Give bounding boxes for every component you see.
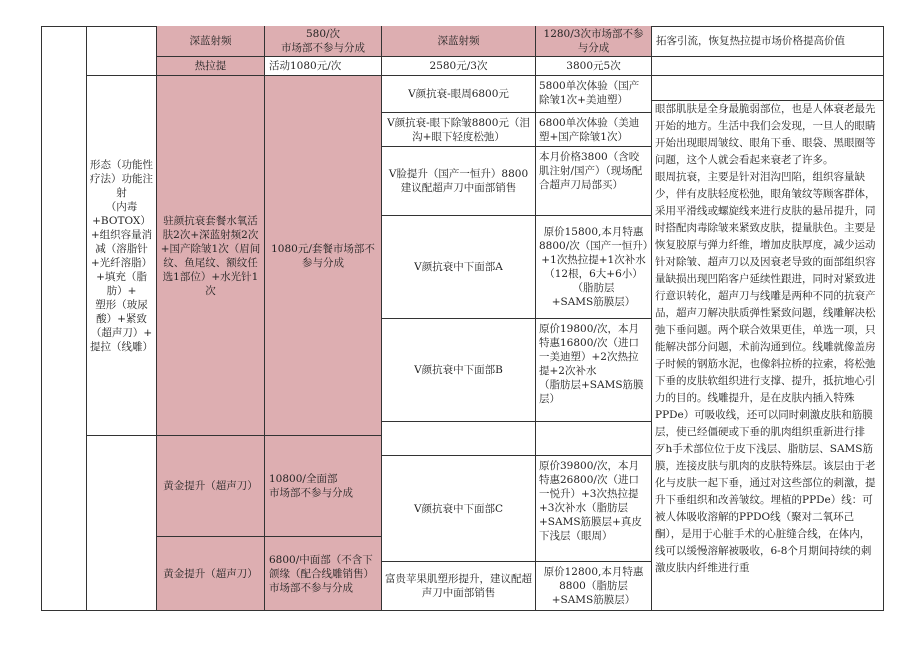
- item-detail-cell: 原价39800/次，本月特惠26800/次（进口一悦升）+3次热拉提+3次补水（脂肪层+SAMS筋膜层+真皮下浅层（眼周）: [536, 456, 652, 562]
- description-top-cell: [652, 76, 884, 101]
- item-detail-cell: 6800单次体验（美迪塑+国产除皱1次）: [536, 113, 652, 147]
- item-name-cell: 富贵苹果肌塑形提升，建议配超声刀中面部销售: [382, 562, 536, 611]
- row1-name-cell: 深蓝射频: [157, 26, 265, 57]
- gold-mid-price-cell: 6800/中面部（不含下颌缘（配合线雕销售） 市场部不参与分成: [265, 537, 382, 611]
- package-price-cell: 1080元/套餐市场部不参与分成: [265, 76, 382, 436]
- package-name-cell: 驻颜抗衰套餐水氧活肤2次+深蓝射频2次+国产除皱1次（眉间纹、鱼尾纹、额纹任选1部位）+水光针1次: [157, 76, 265, 436]
- empty-column-cell: [41, 26, 87, 611]
- item-name-cell: V颜抗衰中下面部C: [382, 456, 536, 562]
- row2-price2-cell: 2580元/3次: [382, 57, 536, 76]
- item-name-cell: V颜抗衰-眼下除皱8800元（泪沟+眼下轻度松弛）: [382, 113, 536, 147]
- item-name-cell: V脸提升（国产一恒升）8800建议配超声刀中面部销售: [382, 147, 536, 216]
- empty-label-bottom-cell: [87, 436, 157, 611]
- item-detail-cell: 本月价格3800（含咬肌注射/国产）（现场配合超声刀局部买）: [536, 147, 652, 216]
- row1-price2-cell: 1280/3次市场部不参与分成: [536, 26, 652, 57]
- row1-note-cell: 拓客引流，恢复热拉提市场价格提高价值: [652, 26, 884, 57]
- item-detail-cell: 5800单次体验（国产除皱1次+美迪塑）: [536, 76, 652, 113]
- item-name-cell: V颜抗衰-眼周6800元: [382, 76, 536, 113]
- gold-mid-name-cell: 黄金提升（超声刀）: [157, 537, 265, 611]
- row2-name-cell: 热拉提: [157, 57, 265, 76]
- item-detail-cell: 原价12800,本月特惠 8800（脂肪层 +SAMS筋膜层）: [536, 562, 652, 611]
- price-sheet: [41, 26, 884, 611]
- empty-label-top-cell: [87, 26, 157, 76]
- row2-price3-cell: 3800元5次: [536, 57, 652, 76]
- row1-name2-cell: 深蓝射频: [382, 26, 536, 57]
- gold-full-name-cell: 黄金提升（超声刀）: [157, 436, 265, 537]
- item-name-cell: [382, 422, 536, 456]
- row2-empty-cell: [652, 57, 884, 76]
- item-detail-cell: [536, 422, 652, 456]
- category-label-cell: 形态（功能性疗法）功能注射 （内毒 +BOTOX）+组织容量消减（溶脂针+光纤溶脂）+填充（脂肪）+ 塑形（玻尿酸）+紧致（超声刀）+ 提拉（线雕）: [87, 76, 157, 436]
- description-cell: 眼部肌肤是全身最脆弱部位，也是人体衰老最先开始的地方。生活中我们会发现，一旦人的眼睛开始出现眼周皱纹、眼角下垂、眼袋、黑眼圈等问题，这个人就会看起来衰老了许多。 眼周抗衰，主要是针对泪沟凹陷，组织容量缺少，伴有皮肤轻度松弛，眼角皱纹等顾客群体，采用平滑线或螺旋线来进行皮肤的悬吊提升，同时搭配肉毒除皱来紧致皮肤，提量肤色。主要是恢复胶原与弹力纤维，增加皮肤厚度，减少运动 针对除皱、超声刀以及因衰老导致的面部组织容量缺损出现凹陷客户延续性跟进，同时对紧致进行意识转化，超声刀与线雕是两种不同的抗衰产品，超声刀解决肤质弹性紧致问题，线雕解决松弛下垂问题。两个联合效果更佳，单选一项，只能解决部分问题，术前沟通到位。线雕就像盖房子时候的钢筋水泥，也像斜拉桥的拉索，将松弛下垂的皮肤软组织进行支撑、提升，抵抗地心引力的目的。线雕提升，是在皮肤内插入特殊PPDe）可吸收线，还可以同时刺激皮肤和筋膜层，使已经僵硬或下垂的肌肉组织重新进行排 歹h手术部位位于皮下浅层、脂肪层、SAMS筋膜，连接皮肤与肌肉的皮肤特殊层。该层由于老化与皮肤一起下垂，通过对这些部位的刺激，提升下垂组织和改善皱纹。埋植的PPDe）线：可被人体吸收溶解的PPDO线（聚对二氧环己酮），是用于心脏手术的心脏缝合线，在体内，线可以缓慢溶解被吸收，6-8个月期间持续的刺激皮肤内纤维进行重: [652, 101, 884, 611]
- item-name-cell: V颜抗衰中下面部A: [382, 216, 536, 319]
- item-detail-cell: 原价19800/次，本月特惠16800/次（进口一美迪塑）+2次热拉提+2次补水 （脂肪层+SAMS筋膜层）: [536, 319, 652, 422]
- item-detail-cell: 原价15800,本月特惠8800/次（国产一恒升）+1次热拉提+1次补水（12根，6大+6小） （脂肪层 +SAMS筋膜层）: [536, 216, 652, 319]
- item-name-cell: V颜抗衰中下面部B: [382, 319, 536, 422]
- row2-price-cell: 活动1080元/次: [265, 57, 382, 76]
- row1-price-cell: 580/次 市场部不参与分成: [265, 26, 382, 57]
- gold-full-price-cell: 10800/全面部 市场部不参与分成: [265, 436, 382, 537]
